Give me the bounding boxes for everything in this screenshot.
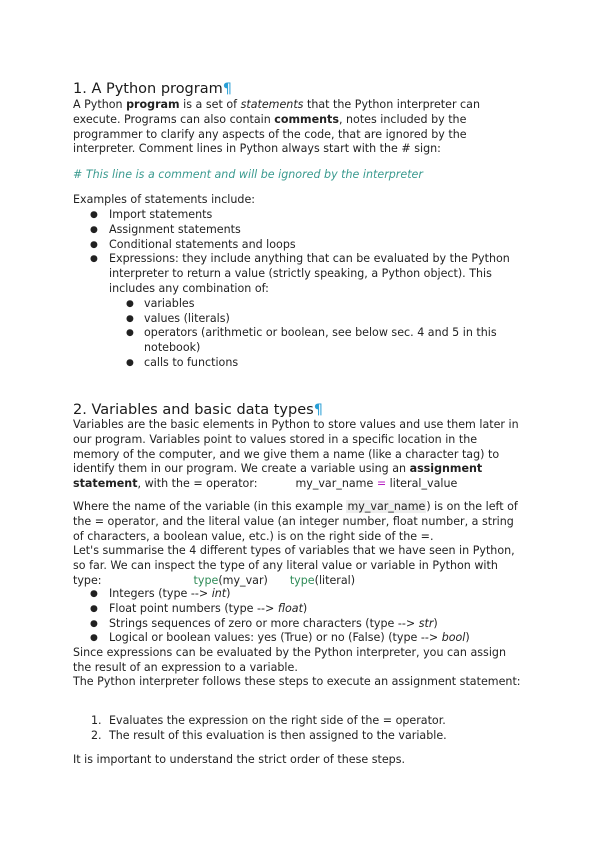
type-example-arg: (literal) (314, 573, 356, 587)
type-example-arg: (my_var) (218, 573, 268, 587)
list-item: ● Strings sequences of zero or more characters (type --> str) (73, 617, 523, 632)
list-item: ● variables (109, 297, 523, 312)
inline-code: my_var_name (347, 500, 426, 513)
section-1-anchor-link[interactable]: ¶ (222, 81, 232, 97)
statements-term: statements (240, 98, 304, 111)
list-item: ● Assignment statements (73, 223, 523, 238)
where-paragraph: Where the name of the variable (in this example my_var_name) is on the left of the = operator, and the literal value (an integer number, float number, a string of characters, a boolean value, etc.) is on the right side of the =. (73, 500, 518, 543)
list-item: ● Logical or boolean values: yes (True) or no (False) (type --> bool) (73, 631, 523, 646)
section-1-heading (73, 80, 232, 98)
list-item: ● Integers (type --> int) (73, 587, 523, 602)
examples-intro: Examples of statements include: (73, 193, 256, 206)
type-label: type: (73, 573, 102, 587)
section-1-intro: A Python program is a set of statements that the Python interpreter can execute. Programs can also contain comments, notes included by the programmer to clarify any aspects of the code, that are ignored by the interpreter. Comment lines in Python always start with the # sign: (73, 98, 480, 156)
section-2-anchor-link[interactable]: ¶ (313, 402, 323, 418)
expression-parts-list (109, 297, 523, 371)
steps-intro: The Python interpreter follows these steps to execute an assignment statement: (73, 675, 521, 688)
section-2-heading (73, 401, 323, 419)
list-item: ● Conditional statements and loops (73, 238, 523, 253)
section-2-intro: Variables are the basic elements in Python to store values and use them later in our program. Variables point to values stored in a specific location in the memory of the computer, and we give them a name (like a character tag) to identify them in our program. We create a variable using an assignment statement, with the = operator: my_var_name = literal_value (73, 418, 519, 491)
list-item: ● Float point numbers (type --> float) (73, 602, 523, 617)
comment-example: # This line is a comment and will be ignored by the interpreter (73, 168, 423, 181)
types-list (73, 587, 523, 646)
list-item: ● operators (arithmetic or boolean, see below sec. 4 and 5 in this notebook) (109, 326, 523, 356)
statements-list (73, 208, 523, 371)
section-2-title: 2. Variables and basic data types (73, 402, 314, 418)
list-item: ● values (literals) (109, 312, 523, 327)
assignment-example-right: literal_value (389, 477, 458, 491)
list-item: ● Import statements (73, 208, 523, 223)
comments-term: comments (274, 112, 339, 126)
list-item: 2. The result of this evaluation is then assigned to the variable. (91, 728, 447, 742)
summary-paragraph: Let's summarise the 4 different types of variables that we have seen in Python, so far. We can inspect the type of any literal value or variable in Python with type: type(my_var) type(literal) (73, 544, 515, 587)
expressions-paragraph: Since expressions can be evaluated by the Python interpreter, you can assign the result of an expression to a variable. (73, 646, 506, 674)
program-term: program (126, 98, 180, 111)
list-item: 1. Evaluates the expression on the right side of the = operator. (91, 714, 446, 727)
closing-paragraph: It is important to understand the strict order of these steps. (73, 753, 405, 766)
list-item: ● Expressions: they include anything that can be evaluated by the Python interpreter to return a value (strictly speaking, a Python object). This includes any combination of: ● variables ● values (literals) ● operators (arithmetic or boolean, see below sec. 4 and 5 in this notebook) ● calls to functions (73, 252, 523, 370)
steps-list (73, 714, 523, 744)
assignment-statement-term: assignment statement (73, 462, 483, 491)
type-function: type (193, 573, 219, 587)
assignment-operator: = (376, 477, 387, 491)
list-item: ● calls to functions (109, 356, 523, 371)
assignment-example-left: my_var_name (295, 477, 374, 491)
type-function: type (289, 573, 315, 587)
section-1-title: 1. A Python program (73, 81, 223, 97)
